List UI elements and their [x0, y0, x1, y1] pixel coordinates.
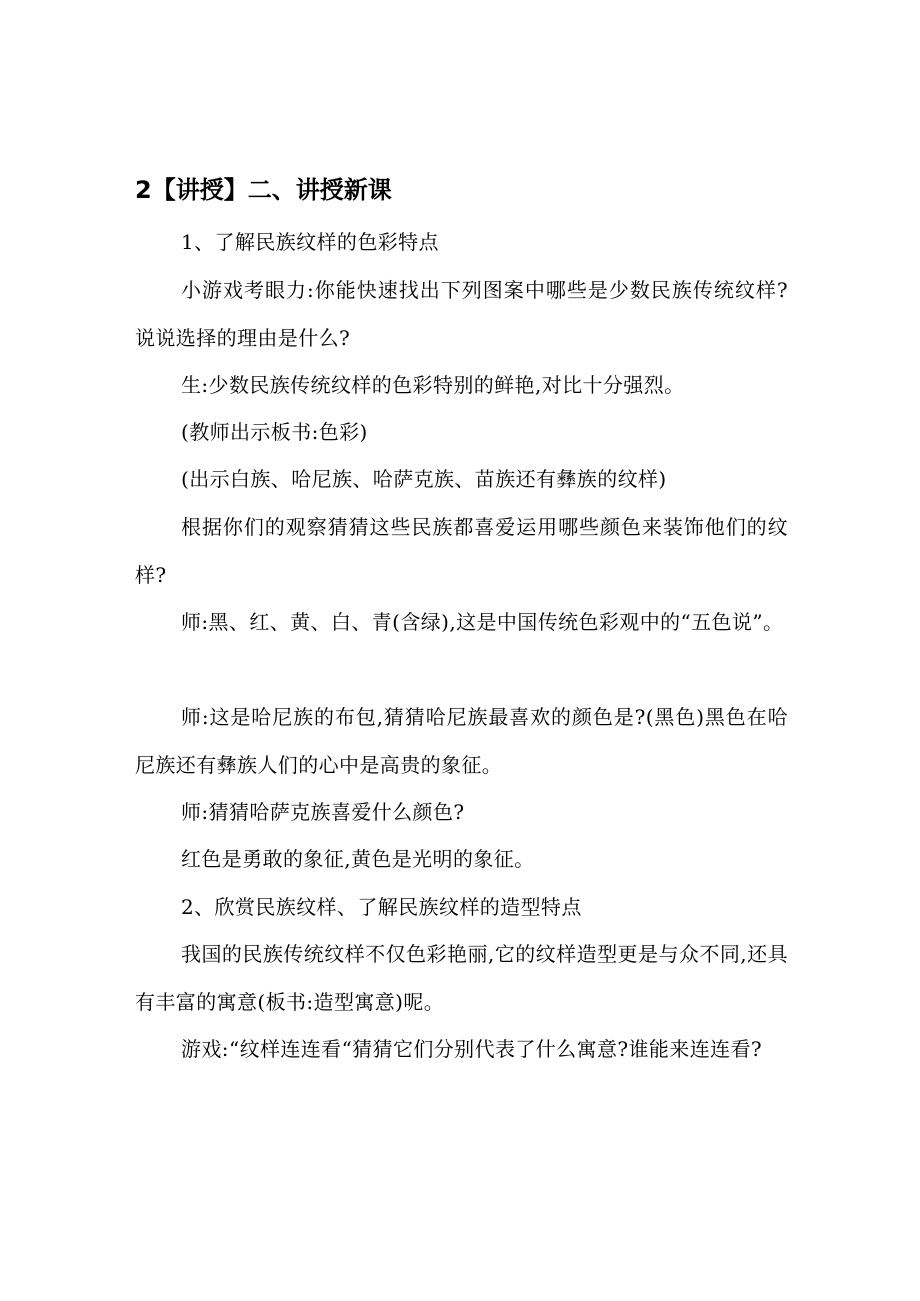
- paragraph-kazakh-question: 师:猜猜哈萨克族喜爱什么颜色?: [181, 800, 465, 824]
- paragraph-observe-question: 根据你们的观察猜猜这些民族都喜爱运用哪些颜色来装饰他们的纹样?: [135, 515, 788, 587]
- paragraph-game-prompt: 小游戏考眼力:你能快速找出下列图案中哪些是少数民族传统纹样?说说选择的理由是什么?: [135, 278, 788, 350]
- paragraph-board-note: (教师出示板书:色彩): [181, 420, 368, 444]
- paragraph-five-colors: 师:黑、红、黄、白、青(含绿),这是中国传统色彩观中的“五色说”。: [181, 610, 784, 634]
- paragraph-color-symbols: 红色是勇敢的象征,黄色是光明的象征。: [181, 847, 535, 871]
- section-heading: 2【讲授】二、讲授新课: [135, 176, 392, 204]
- paragraph-show-patterns: (出示白族、哈尼族、哈萨克族、苗族还有彝族的纹样): [181, 467, 667, 491]
- subsection-title-shape: 2、欣赏民族纹样、了解民族纹样的造型特点: [181, 895, 582, 919]
- paragraph-student-answer: 生:少数民族传统纹样的色彩特别的鲜艳,对比十分强烈。: [181, 373, 685, 397]
- subsection-title-color: 1、了解民族纹样的色彩特点: [181, 230, 439, 254]
- paragraph-matching-game: 游戏:“纹样连连看“猜猜它们分别代表了什么寓意?谁能来连连看?: [181, 1037, 763, 1061]
- paragraph-hani-bag: 师:这是哈尼族的布包,猜猜哈尼族最喜欢的颜色是?(黑色)黑色在哈尼族还有彝族人们的心中是高贵的象征。: [135, 705, 788, 777]
- paragraph-shape-meaning: 我国的民族传统纹样不仅色彩艳丽,它的纹样造型更是与众不同,还具有丰富的寓意(板书:造型寓意)呢。: [135, 942, 788, 1014]
